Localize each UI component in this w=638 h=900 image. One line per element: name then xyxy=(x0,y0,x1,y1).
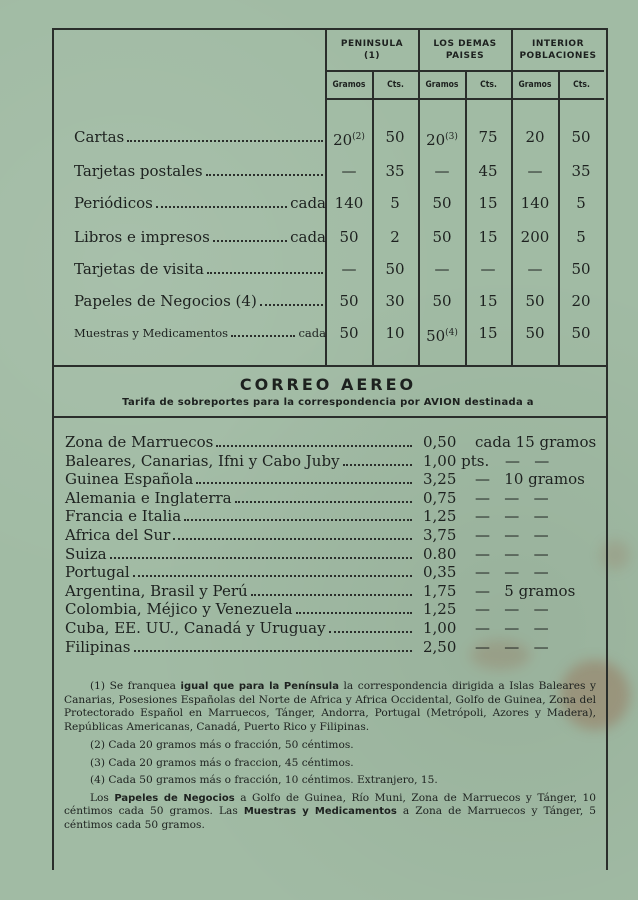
cell-value: 35 xyxy=(385,162,405,180)
section-rule xyxy=(52,416,606,418)
air-rate-price: 1,75 xyxy=(423,581,457,600)
air-rate-unit: cada 15 gramos xyxy=(475,433,597,451)
subheader-gramos: Gramos xyxy=(518,80,552,90)
footnote-ref: (2) xyxy=(352,132,365,142)
subheader-cts: Cts. xyxy=(480,80,497,90)
cell-value: — xyxy=(527,260,543,278)
cell-value: 35 xyxy=(571,162,591,180)
leader-dots xyxy=(134,650,412,652)
cell-value: 50 xyxy=(571,128,591,146)
destination-text: Alemania e Inglaterra xyxy=(65,488,232,507)
destination xyxy=(65,489,415,507)
air-rate-row xyxy=(65,600,600,618)
cell-value: 50 xyxy=(385,128,405,146)
air-rate-price: 0,50 xyxy=(423,433,457,451)
leader-dots xyxy=(343,464,412,466)
row-suffix: cada xyxy=(290,228,326,246)
tariff-cell xyxy=(465,324,511,342)
air-rate-row xyxy=(65,470,600,488)
air-rate-row xyxy=(65,545,600,563)
tariff-cell xyxy=(326,324,372,342)
cell-value: — xyxy=(341,260,357,278)
header-rule xyxy=(325,70,604,72)
subheader-cts: Cts. xyxy=(573,80,590,90)
tariff-row-label xyxy=(74,260,326,278)
footnotes xyxy=(64,680,596,832)
tariff-cell xyxy=(465,228,511,246)
destination xyxy=(65,638,415,656)
air-rate-row xyxy=(65,563,600,581)
air-rate-unit: — — xyxy=(505,451,550,470)
tariff-cell xyxy=(465,128,511,146)
tariff-cell xyxy=(372,194,418,212)
tariff-row-label xyxy=(74,324,326,342)
cell-value: 45 xyxy=(478,162,498,180)
destination-text: Suiza xyxy=(65,544,107,563)
row-label-text: Tarjetas de visita xyxy=(74,260,204,278)
air-rate-unit: — — — xyxy=(475,563,549,582)
subheader-gramos: Gramos xyxy=(332,80,366,90)
air-rate-row xyxy=(65,638,600,656)
tariff-cell xyxy=(326,194,372,212)
cell-value: 2 xyxy=(390,228,400,246)
air-rate-unit: — — — xyxy=(475,488,549,507)
section-rule xyxy=(52,365,606,367)
air-mail-title: CORREO AEREO xyxy=(239,375,417,394)
column-divider xyxy=(558,70,560,365)
row-label-text: Libros e impresos xyxy=(74,228,210,246)
air-rate-unit: — — — xyxy=(475,544,549,563)
tariff-cell xyxy=(512,162,558,180)
tariff-cell xyxy=(372,292,418,310)
destination xyxy=(65,619,415,637)
cell-value: — xyxy=(434,260,450,278)
row-label-text: Periódicos xyxy=(74,194,153,212)
cell-value: 50 xyxy=(432,194,452,212)
destination-text: Baleares, Canarias, Ifni y Cabo Juby xyxy=(65,451,340,470)
cell-value: 10 xyxy=(385,324,405,342)
destination xyxy=(65,433,415,451)
row-label-text: Cartas xyxy=(74,128,125,146)
destination-text: Francia e Italia xyxy=(65,507,182,526)
cell-value: 50 xyxy=(339,292,359,310)
tariff-cell xyxy=(558,128,604,146)
destination-text: Cuba, EE. UU., Canadá y Uruguay xyxy=(65,619,326,637)
tariff-cell xyxy=(512,194,558,212)
cell-value: 15 xyxy=(478,194,498,212)
destination-text: Guinea Española xyxy=(65,470,194,489)
cell-value: 50 xyxy=(426,327,446,345)
air-rate-price: 1,00 pts. xyxy=(423,451,490,470)
leader-dots xyxy=(127,140,323,142)
tariff-cell xyxy=(419,260,465,278)
cell-value: 140 xyxy=(334,194,364,212)
cell-value: 50 xyxy=(432,292,452,310)
column-header-demas-paises: LOS DEMAS PAISES xyxy=(433,39,497,61)
cell-value: 75 xyxy=(478,128,498,146)
air-rate-row xyxy=(65,489,600,507)
tariff-cell xyxy=(419,128,465,149)
row-label-text: Tarjetas postales xyxy=(74,162,203,180)
leader-dots xyxy=(184,519,412,521)
row-suffix: cada xyxy=(290,194,326,212)
air-rate-unit: — — — xyxy=(475,526,549,544)
leader-dots xyxy=(235,501,412,503)
air-mail-subtitle: Tarifa de sobreportes para la correspondencia por AVION destinada a xyxy=(122,397,534,408)
footnote-4: (4) Cada 50 gramos más o fracción, 10 céntimos. Extranjero, 15. xyxy=(90,774,438,786)
cell-value: 5 xyxy=(390,194,400,212)
leader-dots xyxy=(207,272,323,274)
cell-value: 20 xyxy=(571,292,591,310)
tariff-cell xyxy=(558,260,604,278)
header-rule xyxy=(325,98,604,100)
air-rate-unit: — 5 gramos xyxy=(475,581,576,600)
tariff-row-label xyxy=(74,162,326,180)
row-label-text: Papeles de Negocios (4) xyxy=(74,292,257,310)
tariff-cell xyxy=(512,324,558,342)
leader-dots xyxy=(216,445,412,447)
leader-dots xyxy=(206,174,323,176)
tariff-cell xyxy=(512,292,558,310)
tariff-cell xyxy=(465,260,511,278)
cell-value: 50 xyxy=(385,260,405,278)
cell-value: 50 xyxy=(525,324,545,342)
cell-value: 20 xyxy=(525,128,545,146)
cell-value: 20 xyxy=(333,131,353,149)
tariff-cell xyxy=(512,228,558,246)
cell-value: 140 xyxy=(520,194,550,212)
air-rate-price: 0,75 xyxy=(423,488,457,507)
cell-value: 30 xyxy=(385,292,405,310)
footnote-ref: (3) xyxy=(445,132,458,142)
tariff-cell xyxy=(512,128,558,146)
tariff-cell xyxy=(372,162,418,180)
footnote-ref: (4) xyxy=(445,328,458,338)
cell-value: — xyxy=(341,162,357,180)
column-divider xyxy=(372,70,374,365)
tariff-cell xyxy=(558,324,604,342)
destination xyxy=(65,545,415,563)
cell-value: 5 xyxy=(576,228,586,246)
tariff-cell xyxy=(372,260,418,278)
leader-dots xyxy=(260,304,323,306)
cell-value: 50 xyxy=(571,260,591,278)
cell-value: 15 xyxy=(478,324,498,342)
cell-value: 15 xyxy=(478,292,498,310)
cell-value: 5 xyxy=(576,194,586,212)
air-rate-unit: — 10 gramos xyxy=(475,470,585,489)
air-rate-row xyxy=(65,526,600,544)
destination xyxy=(65,507,415,525)
tariff-cell xyxy=(326,162,372,180)
cell-value: 50 xyxy=(571,324,591,342)
footnote-3: (3) Cada 20 gramos más o fraccion, 45 céntimos. xyxy=(90,756,354,769)
cell-value: 50 xyxy=(432,228,452,246)
tariff-cell xyxy=(558,292,604,310)
leader-dots xyxy=(231,335,295,337)
destination xyxy=(65,600,415,618)
tariff-cell xyxy=(465,292,511,310)
tariff-cell xyxy=(465,162,511,180)
footnote-1: (1) Se franquea igual que para la Península la correspondencia dirigida a Islas Baleares y Canarias, Posesiones Españolas del Norte de Africa y Africa Occidental, Golfo de Guinea, Zona del Protectorado Español en Marruecos, Tánger, Andorra, Portugal (Metrópoli, Azores y Madera), Repúblicas Americanas, Canadá, Puerto Rico y Filipinas. xyxy=(64,680,596,733)
tariff-row-label xyxy=(74,128,326,146)
air-rate-unit: — — — xyxy=(475,600,549,619)
air-rate-unit: — — — xyxy=(475,619,549,637)
tariff-row-label xyxy=(74,292,326,310)
destination xyxy=(65,526,415,544)
tariff-cell xyxy=(372,324,418,342)
tariff-cell xyxy=(326,260,372,278)
air-rate-price: 0,35 xyxy=(423,563,457,582)
tariff-cell xyxy=(326,292,372,310)
tariff-cell xyxy=(326,228,372,246)
cell-value: 50 xyxy=(525,292,545,310)
cell-value: 200 xyxy=(520,228,550,246)
column-header-interior: INTERIOR POBLACIONES xyxy=(519,39,597,61)
destination-text: Colombia, Méjico y Venezuela xyxy=(65,600,293,619)
tariff-cell xyxy=(558,228,604,246)
column-divider xyxy=(465,70,467,365)
leader-dots xyxy=(110,557,412,559)
leader-dots xyxy=(173,538,412,540)
footnote-2: (2) Cada 20 gramos más o fracción, 50 céntimos. xyxy=(90,739,354,751)
cell-value: — xyxy=(527,162,543,180)
air-rate-price: 0.80 xyxy=(423,544,457,563)
air-rate-price: 2,50 xyxy=(423,637,457,656)
destination-text: Zona de Marruecos xyxy=(65,433,214,451)
air-rate-unit: — — — xyxy=(475,507,549,526)
tariff-cell xyxy=(558,194,604,212)
subheader-gramos: Gramos xyxy=(425,80,459,90)
air-rate-price: 3,75 xyxy=(423,526,457,544)
air-rate-row xyxy=(65,619,600,637)
tariff-cell xyxy=(372,128,418,146)
destination-text: Argentina, Brasil y Perú xyxy=(65,581,248,600)
leader-dots xyxy=(296,612,412,614)
tariff-cell xyxy=(419,162,465,180)
tariff-cell xyxy=(558,162,604,180)
air-rate-row xyxy=(65,507,600,525)
air-rate-row xyxy=(65,433,600,451)
cell-value: 15 xyxy=(478,228,498,246)
row-label-text: Muestras y Medicamentos xyxy=(74,326,229,340)
tariff-cell xyxy=(372,228,418,246)
destination xyxy=(65,582,415,600)
air-rate-price: 1,25 xyxy=(423,507,457,526)
destination xyxy=(65,563,415,581)
tariff-cell xyxy=(512,260,558,278)
air-rate-price: 1,00 xyxy=(423,619,457,637)
tariff-cell xyxy=(326,128,372,149)
tariff-cell xyxy=(419,292,465,310)
row-suffix: cada xyxy=(298,326,326,340)
footnote-5: Los Papeles de Negocios a Golfo de Guinea, Río Muni, Zona de Marruecos y Tánger, 10 céntimos cada 50 gramos. Las Muestras y Medicamentos a Zona de Marruecos y Tánger, 5 céntimos cada 50 gramos. xyxy=(64,791,596,831)
destination-text: Filipinas xyxy=(65,637,131,656)
leader-dots xyxy=(213,240,287,242)
air-rate-price: 3,25 xyxy=(423,470,457,489)
air-rate-unit: — — — xyxy=(475,637,549,656)
tariff-row-label xyxy=(74,194,326,212)
cell-value: 20 xyxy=(426,131,446,149)
tariff-cell xyxy=(465,194,511,212)
tariff-cell xyxy=(419,228,465,246)
subheader-cts: Cts. xyxy=(387,80,404,90)
air-rate-row xyxy=(65,452,600,470)
tariff-row-label xyxy=(74,228,326,246)
destination xyxy=(65,470,415,488)
destination xyxy=(65,452,415,470)
destination-text: Africa del Sur xyxy=(65,526,171,544)
leader-dots xyxy=(156,206,287,208)
leader-dots xyxy=(196,482,412,484)
leader-dots xyxy=(251,594,412,596)
cell-value: 50 xyxy=(339,228,359,246)
tariff-cell xyxy=(419,324,465,345)
cell-value: — xyxy=(480,260,496,278)
leader-dots xyxy=(329,631,412,633)
tariff-cell xyxy=(419,194,465,212)
column-header-peninsula: PENINSULA (1) xyxy=(340,39,404,61)
air-rate-row xyxy=(65,582,600,600)
cell-value: — xyxy=(434,162,450,180)
air-rate-price: 1,25 xyxy=(423,600,457,619)
cell-value: 50 xyxy=(339,324,359,342)
leader-dots xyxy=(133,575,412,577)
destination-text: Portugal xyxy=(65,563,130,582)
